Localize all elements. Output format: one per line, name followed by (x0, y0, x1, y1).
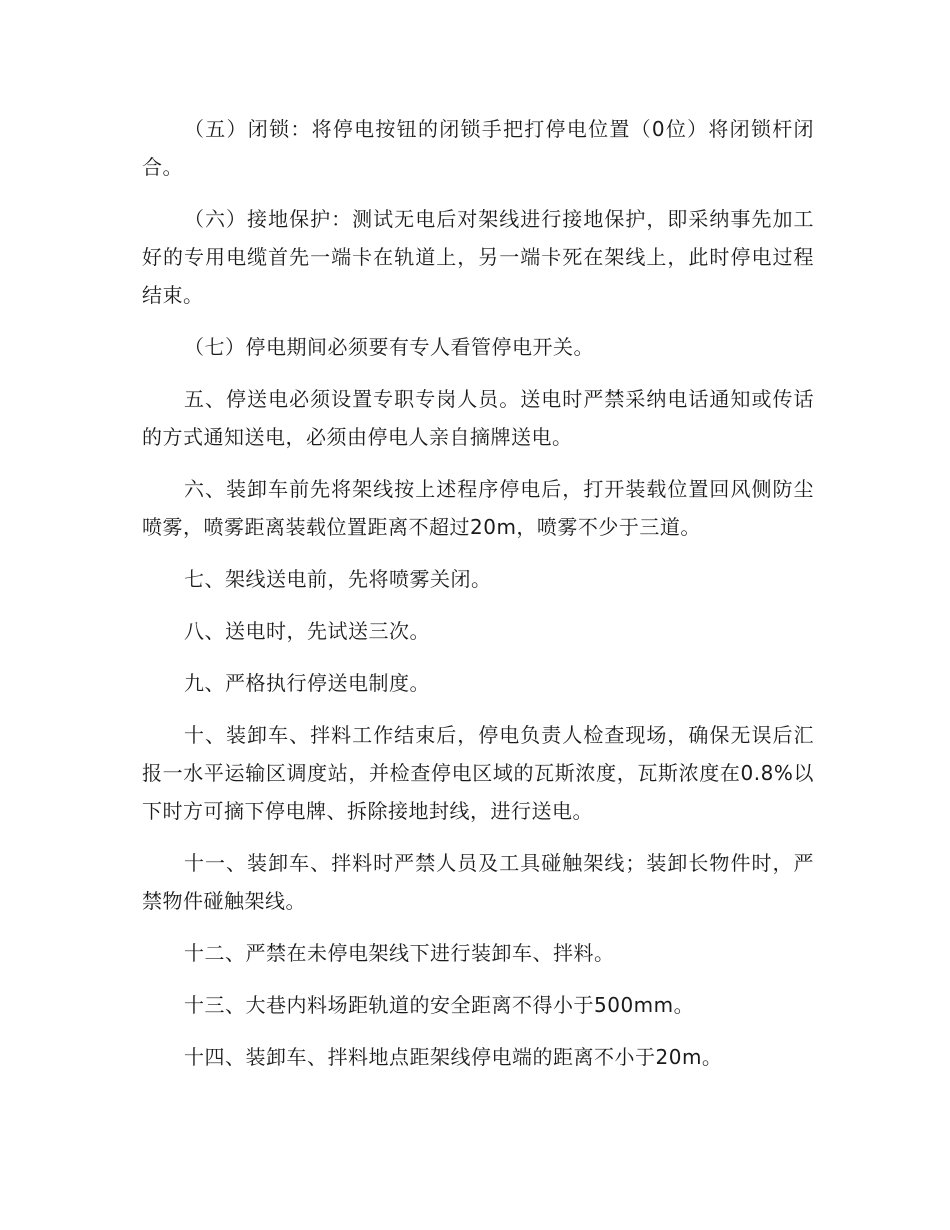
paragraph-section-6: 六、装卸车前先将架线按上述程序停电后，打开装载位置回风侧防尘喷雾，喷雾距离装载位置距离不超过20m，喷雾不少于三道。 (142, 477, 814, 539)
paragraph-item-5: （五）闭锁：将停电按钮的闭锁手把打停电位置（0位）将闭锁杆闭合。 (142, 117, 814, 179)
paragraph-section-7: 七、架线送电前，先将喷雾关闭。 (184, 567, 492, 591)
paragraph-section-8: 八、送电时，先试送三次。 (184, 619, 430, 643)
paragraph-item-6: （六）接地保护：测试无电后对架线进行接地保护，即采纳事先加工好的专用电缆首先一端卡在轨道上，另一端卡死在架线上，此时停电过程结束。 (142, 207, 814, 307)
paragraph-section-11: 十一、装卸车、拌料时严禁人员及工具碰触架线；装卸长物件时，严禁物件碰触架线。 (142, 851, 814, 913)
paragraph-section-14: 十四、装卸车、拌料地点距架线停电端的距离不小于20m。 (184, 1045, 723, 1069)
paragraph-item-7: （七）停电期间必须要有专人看管停电开关。 (184, 335, 594, 359)
paragraph-section-5: 五、停送电必须设置专职专岗人员。送电时严禁采纳电话通知或传话的方式通知送电，必须由停电人亲自摘牌送电。 (142, 387, 814, 449)
paragraph-section-9: 九、严格执行停送电制度。 (184, 671, 430, 695)
paragraph-section-10: 十、装卸车、拌料工作结束后，停电负责人检查现场，确保无误后汇报一水平运输区调度站，并检查停电区域的瓦斯浓度，瓦斯浓度在0.8%以下时方可摘下停电牌、拆除接地封线，进行送电。 (142, 723, 814, 823)
document-body (142, 110, 814, 1090)
paragraph-section-12: 十二、严禁在未停电架线下进行装卸车、拌料。 (184, 941, 615, 965)
paragraph-section-13: 十三、大巷内料场距轨道的安全距离不得小于500mm。 (184, 993, 695, 1017)
